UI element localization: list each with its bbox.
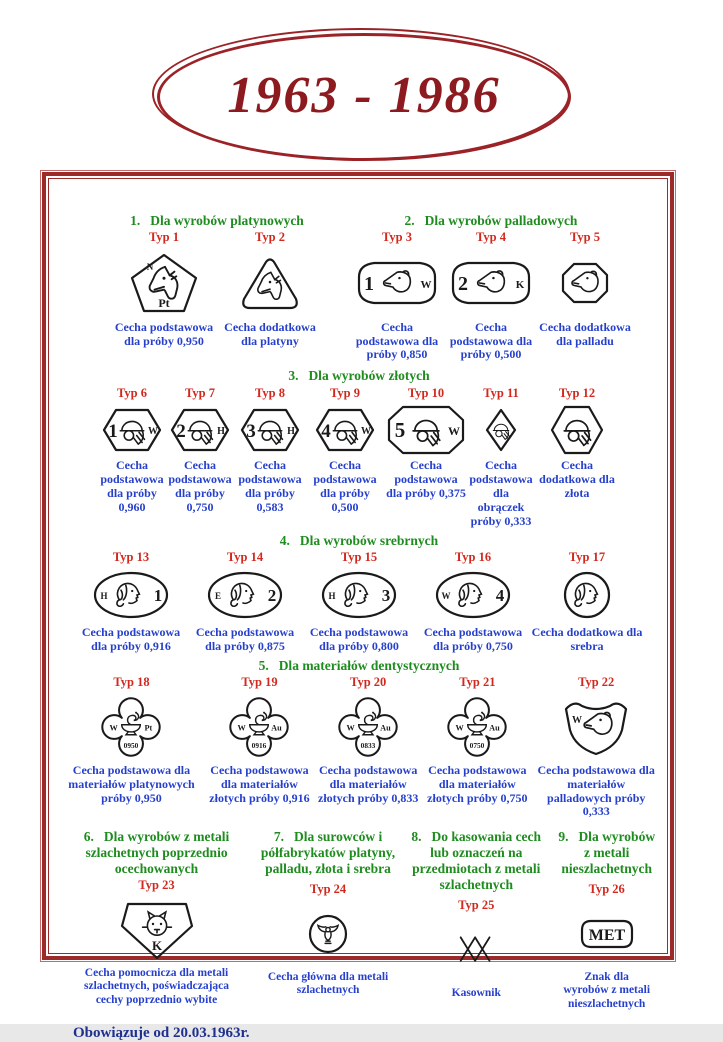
validity-note: Obowiązuje od 20.03.1963r. <box>73 1025 250 1042</box>
typ-label: Typ 21 <box>459 675 496 689</box>
svg-text:4: 4 <box>495 586 505 606</box>
svg-text:W: W <box>148 426 158 438</box>
hallmark-caption: Cecha dodatkowa dla palladu <box>539 319 631 348</box>
svg-text:1: 1 <box>108 421 118 443</box>
typ-label: Typ 6 <box>117 386 147 401</box>
section-heading: 2. Dla wyrobów palladowych <box>404 213 578 228</box>
hallmark-caption: Cecha podstawowa dla próby 0,850 <box>355 319 439 362</box>
svg-text:1: 1 <box>364 272 374 295</box>
hallmark-caption: Cecha podstawowa dla materiałów złotych próby 0,833 <box>318 762 419 805</box>
hallmark-typ-8 <box>235 385 305 528</box>
hallmark-drawing <box>386 401 466 459</box>
typ-label: Typ 10 <box>407 386 445 401</box>
typ-label: Typ 11 <box>483 386 519 401</box>
title-years: 1963 - 1986 <box>227 66 501 124</box>
svg-text:H: H <box>100 591 108 602</box>
typ-label: Typ 19 <box>241 675 278 689</box>
typ-label: Typ 12 <box>558 386 596 401</box>
section-heading: 8. Do kasowania cech lub oznaczeń na przedmiotach z metali szlachetnych <box>411 829 542 893</box>
hallmark-typ-15 <box>302 549 416 655</box>
section-gold <box>59 368 659 528</box>
hallmark-caption: Kasownik <box>451 986 501 999</box>
hallmark-caption: Cecha podstawowa dla próby 0,750 <box>168 458 232 514</box>
svg-text:Pt: Pt <box>158 295 170 310</box>
hallmark-typ-3 <box>350 229 444 362</box>
svg-text:W: W <box>420 278 432 291</box>
svg-text:2: 2 <box>267 586 277 606</box>
svg-text:Au: Au <box>489 723 501 733</box>
hallmark-drawing <box>443 690 511 764</box>
hallmark-drawing <box>579 897 635 971</box>
hallmark-drawing <box>356 245 438 321</box>
hallmark-drawing <box>561 690 631 764</box>
svg-text:2: 2 <box>458 272 468 295</box>
hallmark-drawing <box>450 245 532 321</box>
svg-text:Au: Au <box>380 723 391 733</box>
hallmark-caption: Znak dla wyrobów z metali nieszlachetnych <box>563 971 651 1010</box>
section-raw-materials <box>258 829 398 1011</box>
svg-text:W: W <box>237 723 247 733</box>
hallmark-caption: Cecha dodatkowa dla srebra <box>531 625 643 654</box>
hallmark-drawing <box>307 897 349 971</box>
typ-label: Typ 4 <box>476 229 506 244</box>
svg-text:H: H <box>328 591 336 602</box>
svg-text:3: 3 <box>381 586 391 606</box>
typ-label: Typ 22 <box>578 675 615 689</box>
hallmark-caption: Cecha podstawowa dla próby 0,800 <box>309 625 409 654</box>
hallmark-typ-16 <box>416 549 530 655</box>
typ-label: Typ 13 <box>112 549 150 564</box>
hallmark-typ-14 <box>188 549 302 655</box>
section-heading: 1. Dla wyrobów platynowych <box>130 213 304 228</box>
svg-text:4: 4 <box>321 421 331 443</box>
hallmark-typ-12 <box>535 385 619 528</box>
chart-frame <box>40 170 676 1042</box>
typ-label: Typ 26 <box>588 882 625 897</box>
section-heading: 3. Dla wyrobów złotych <box>288 368 430 384</box>
svg-text:W: W <box>361 426 371 438</box>
section-heading: 9. Dla wyrobów z metali nieszlachetnych <box>558 829 656 877</box>
row-misc-sections <box>65 829 659 1011</box>
section-heading: 5. Dla materiałów dentystycznych <box>258 658 460 674</box>
hallmark-typ-7 <box>167 385 233 528</box>
hallmark-caption: Cecha podstawowa dla materiałów palladowych próby 0,333 <box>537 762 655 819</box>
typ-label: Typ 15 <box>340 549 378 564</box>
section-platinum <box>111 213 323 362</box>
hallmark-caption: Cecha podstawowa dla próby 0,375 <box>386 458 466 500</box>
svg-text:W: W <box>455 723 465 733</box>
svg-text:W: W <box>448 424 460 439</box>
hallmark-typ-6 <box>99 385 165 528</box>
hallmark-caption: Cecha podstawowa dla próby 0,950 <box>114 319 214 348</box>
section-heading: 6. Dla wyrobów z metali szlachetnych poprzednio ocechowanych <box>83 829 230 877</box>
section-base-metals <box>554 829 659 1011</box>
typ-label: Typ 16 <box>454 549 492 564</box>
section-silver <box>59 533 659 654</box>
hallmark-drawing <box>560 245 610 321</box>
hallmark-caption: Cecha podstawowa dla materiałów złotych próby 0,750 <box>427 762 528 805</box>
typ-label: Typ 9 <box>330 386 360 401</box>
hallmark-drawing <box>129 245 199 321</box>
svg-text:H: H <box>217 426 225 438</box>
typ-label: Typ 14 <box>226 549 264 564</box>
hallmark-caption: Cecha podstawowa dla obrączek próby 0,333 <box>469 458 533 528</box>
hallmark-drawing <box>562 564 612 626</box>
typ-label: Typ 24 <box>309 882 347 897</box>
typ-label: Typ 3 <box>382 229 412 244</box>
hallmark-drawing <box>239 401 301 459</box>
svg-text:E: E <box>214 591 222 602</box>
hallmark-drawing <box>101 401 163 459</box>
svg-text:W: W <box>109 723 119 733</box>
hallmark-drawing <box>119 893 195 967</box>
section-dental <box>59 658 659 819</box>
hallmark-caption: Cecha podstawowa dla próby 0,875 <box>195 625 295 654</box>
hallmark-typ-2 <box>217 229 323 349</box>
typ-label: Typ 7 <box>185 386 215 401</box>
hallmark-drawing <box>455 913 497 987</box>
hallmark-typ-13 <box>74 549 188 655</box>
section-palladium <box>349 213 633 362</box>
chart-content <box>49 179 667 1042</box>
hallmark-typ-22 <box>533 674 659 819</box>
section-heading: 7. Dla surowców i półfabrykatów platyny, palladu, złota i srebra <box>260 829 396 877</box>
hallmark-typ-19 <box>204 674 315 819</box>
hallmark-caption: Cecha pomocnicza dla metali szlachetnych, poświadczająca cechy poprzednio wybite <box>84 967 230 1006</box>
svg-text:W: W <box>441 591 451 602</box>
hallmark-caption: Cecha podstawowa dla próby 0,500 <box>313 458 377 514</box>
svg-text:0750: 0750 <box>470 740 485 750</box>
hallmark-caption: Cecha podstawowa dla próby 0,583 <box>238 458 302 514</box>
hallmark-caption: Cecha podstawowa dla próby 0,916 <box>81 625 181 654</box>
svg-text:1: 1 <box>153 586 163 606</box>
hallmark-drawing <box>169 401 231 459</box>
svg-text:Au: Au <box>271 723 283 733</box>
hallmark-typ-4 <box>444 229 538 362</box>
hallmark-caption: Cecha podstawowa dla próby 0,750 <box>423 625 523 654</box>
section-previously-marked <box>65 829 248 1011</box>
svg-text:K: K <box>151 938 162 954</box>
hallmark-drawing <box>549 401 605 459</box>
svg-text:0916: 0916 <box>252 740 267 750</box>
hallmark-caption: Cecha podstawowa dla materiałów platynowych próby 0,950 <box>68 762 195 805</box>
hallmark-caption: Cecha główna dla metali szlachetnych <box>267 971 389 997</box>
hallmark-caption: Cecha podstawowa dla próby 0,960 <box>100 458 164 514</box>
hallmark-drawing <box>206 564 284 626</box>
hallmark-typ-5 <box>538 229 632 362</box>
hallmark-drawing <box>97 690 165 764</box>
svg-text:Pt: Pt <box>144 723 153 733</box>
svg-text:5: 5 <box>394 418 406 443</box>
hallmark-drawing <box>485 401 517 459</box>
typ-label: Typ 20 <box>350 675 387 689</box>
typ-label: Typ 8 <box>255 386 285 401</box>
svg-text:K: K <box>515 278 525 291</box>
svg-text:W: W <box>572 714 583 726</box>
svg-text:0950: 0950 <box>124 740 139 750</box>
hallmark-drawing <box>320 564 398 626</box>
typ-label: Typ 1 <box>149 229 179 244</box>
hallmark-typ-21 <box>421 674 533 819</box>
hallmark-drawing <box>314 401 376 459</box>
hallmark-typ-10 <box>385 385 467 528</box>
typ-label: Typ 2 <box>255 229 285 244</box>
typ-label: Typ 5 <box>570 229 600 244</box>
typ-label: Typ 25 <box>458 898 495 913</box>
typ-label: Typ 17 <box>568 549 606 564</box>
svg-text:0833: 0833 <box>360 740 376 750</box>
row-platinum-palladium <box>111 213 659 362</box>
hallmark-typ-1 <box>111 229 217 349</box>
svg-text:W: W <box>346 723 355 733</box>
hallmark-typ-20 <box>315 674 421 819</box>
hallmark-drawing <box>239 245 301 321</box>
typ-label: Typ 23 <box>138 878 175 893</box>
hallmark-typ-17 <box>530 549 644 655</box>
hallmark-typ-11 <box>469 385 533 528</box>
hallmark-typ-18 <box>59 674 204 819</box>
hallmark-drawing <box>225 690 293 764</box>
hallmark-drawing <box>92 564 170 626</box>
hallmark-typ-9 <box>307 385 383 528</box>
section-cancellation <box>408 829 544 1011</box>
typ-label: Typ 18 <box>113 675 150 689</box>
hallmark-drawing <box>434 564 512 626</box>
hallmark-drawing <box>334 690 402 764</box>
hallmark-caption: Cecha dodatkowa dla platyny <box>224 319 316 348</box>
svg-text:3: 3 <box>246 421 256 443</box>
hallmark-caption: Cecha dodatkowa dla złota <box>539 458 615 500</box>
title-oval-inner <box>157 33 571 161</box>
title-oval <box>152 28 570 160</box>
svg-text:MET: MET <box>588 927 625 945</box>
svg-text:H: H <box>287 426 295 438</box>
hallmark-caption: Cecha podstawowa dla materiałów złotych próby 0,916 <box>209 762 310 805</box>
hallmark-caption: Cecha podstawowa dla próby 0,500 <box>449 319 533 362</box>
svg-text:2: 2 <box>176 421 186 443</box>
svg-text:N: N <box>146 261 154 272</box>
section-heading: 4. Dla wyrobów srebrnych <box>279 532 439 548</box>
